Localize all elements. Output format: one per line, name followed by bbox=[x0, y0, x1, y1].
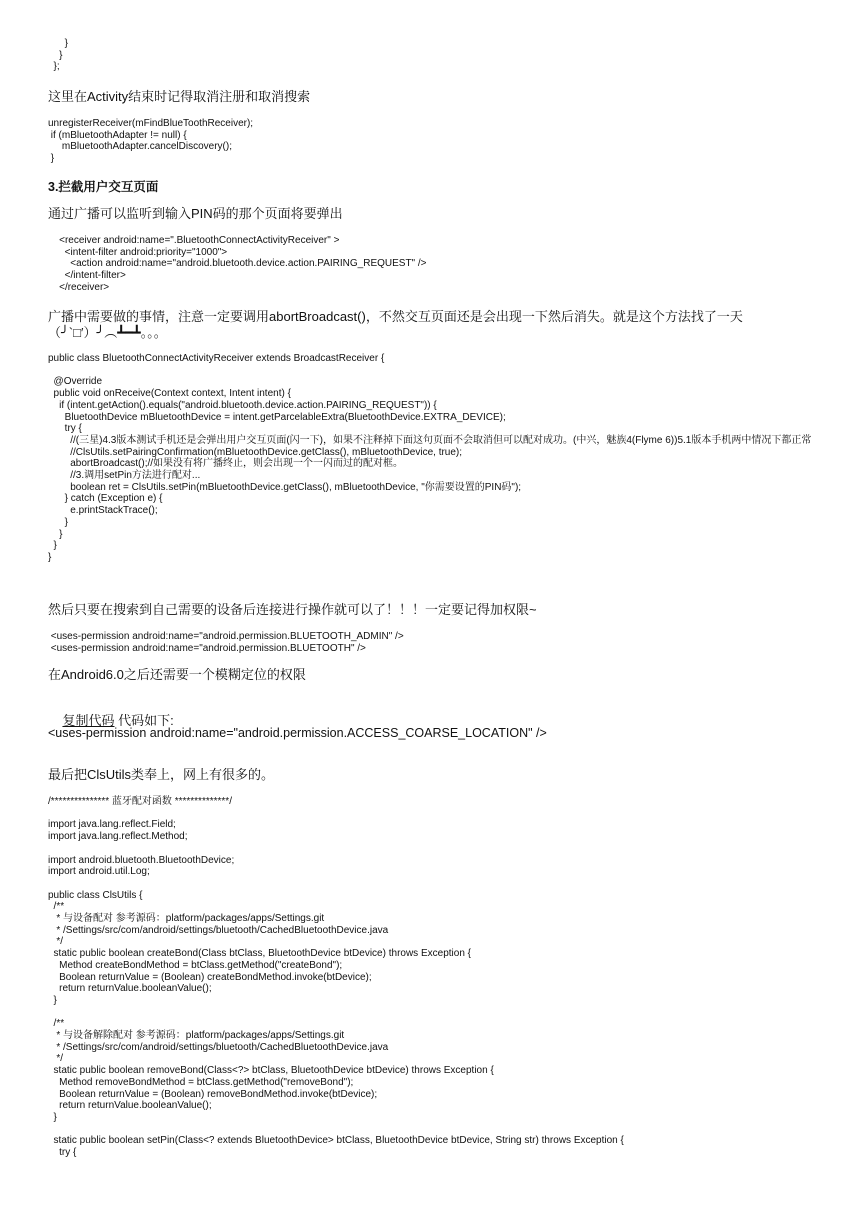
paragraph-abort-broadcast: 广播中需要做的事情，注意一定要调用abortBroadcast()，不然交互页面还是会出现一下然后消失。就是这个方法找了一天 （╯`□′）╯︵┻━┻。。。 bbox=[48, 309, 743, 340]
code-receiver-manifest: <receiver android:name=".BluetoothConnectActivityReceiver" > <intent-filter android:priority="1000"> <action android:name="android.bluetooth.device.action.PAIRING_REQUEST" /> </intent-filter> </receiver> bbox=[59, 235, 427, 293]
code-permissions: <uses-permission android:name="android.permission.BLUETOOTH_ADMIN" /> <uses-permission android:name="android.permission.BLUETOOTH" /> bbox=[50, 631, 404, 654]
copy-code-link[interactable]: 复制代码 bbox=[62, 713, 115, 728]
paragraph-permission: 然后只要在搜索到自己需要的设备后连接进行操作就可以了！！！一定要记得加权限~ bbox=[48, 602, 537, 617]
code-unregister-receiver: unregisterReceiver(mFindBlueToothReceiver); if (mBluetoothAdapter != null) { mBluetoothAdapter.cancelDiscovery(); } bbox=[48, 118, 254, 165]
code-closing-braces: } } }; bbox=[53, 38, 69, 73]
copy-code-suffix: 代码如下: bbox=[114, 713, 174, 728]
paragraph-clsutils: 最后把ClsUtils类奉上，网上有很多的。 bbox=[48, 767, 275, 782]
paragraph-unregister: 这里在Activity结束时记得取消注册和取消搜索 bbox=[48, 89, 311, 104]
paragraph-android6: 在Android6.0之后还需要一个模糊定位的权限 bbox=[48, 667, 306, 682]
code-clsutils: /*************** 蓝牙配对函数 **************/ import java.lang.reflect.Field; import java.lang.reflect.Method; import android.bluetooth.BluetoothDevice; import android.util.Log; public class ClsUtils { /** * 与设备配对 参考源码：platform/packages/apps/Settings.git * /Settings/src/com/android/settings/bluetooth/CachedBluetoothDevice.java */ static public boolean createBond(Class btClass, BluetoothDevice btDevice) throws Exception { Method createBondMethod = btClass.getMethod("createBond"); Boolean returnValue = (Boolean) createBondMethod.invoke(btDevice); return returnValue.booleanValue(); } /** * 与设备解除配对 参考源码：platform/packages/apps/Settings.git * /Settings/src/com/android/settings/bluetooth/CachedBluetoothDevice.java */ static public boolean removeBond(Class<?> btClass, BluetoothDevice btDevice) throws Exception { Method removeBondMethod = btClass.getMethod("removeBond"); Boolean returnValue = (Boolean) removeBondMethod.invoke(btDevice); return returnValue.booleanValue(); } static public boolean setPin(Class<? extends BluetoothDevice> btClass, BluetoothDevice btDevice, String str) throws Exception { try { bbox=[48, 796, 624, 1159]
coarse-location-permission: <uses-permission android:name="android.permission.ACCESS_COARSE_LOCATION" /> bbox=[48, 726, 547, 740]
code-receiver-class: public class BluetoothConnectActivityReceiver extends BroadcastReceiver { @Override public void onReceive(Context context, Intent intent) { if (intent.getAction().equals("android.bluetooth.device.action.PAIRING_REQUEST")) { BluetoothDevice mBluetoothDevice = intent.getParcelableExtra(BluetoothDevice.EXTRA_DEVICE); try { //(三星)4.3版本测试手机还是会弹出用户交互页面(闪一下)，如果不注释掉下面这句页面不会取消但可以配对成功。(中兴，魅族4(Flyme 6))5.1版本手机两中情况下都正常 //ClsUtils.setPairingConfirmation(mBluetoothDevice.getClass(), mBluetoothDevice, true); abortBroadcast();//如果没有将广播终止，则会出现一个一闪而过的配对框。 //3.调用setPin方法进行配对... boolean ret = ClsUtils.setPin(mBluetoothDevice.getClass(), mBluetoothDevice, "你需要设置的PIN码"); } catch (Exception e) { e.printStackTrace(); } } } } bbox=[48, 353, 812, 563]
paragraph-broadcast-pin: 通过广播可以监听到输入PIN码的那个页面将要弹出 bbox=[48, 206, 343, 221]
section-heading-intercept: 3.拦截用户交互页面 bbox=[48, 180, 159, 194]
